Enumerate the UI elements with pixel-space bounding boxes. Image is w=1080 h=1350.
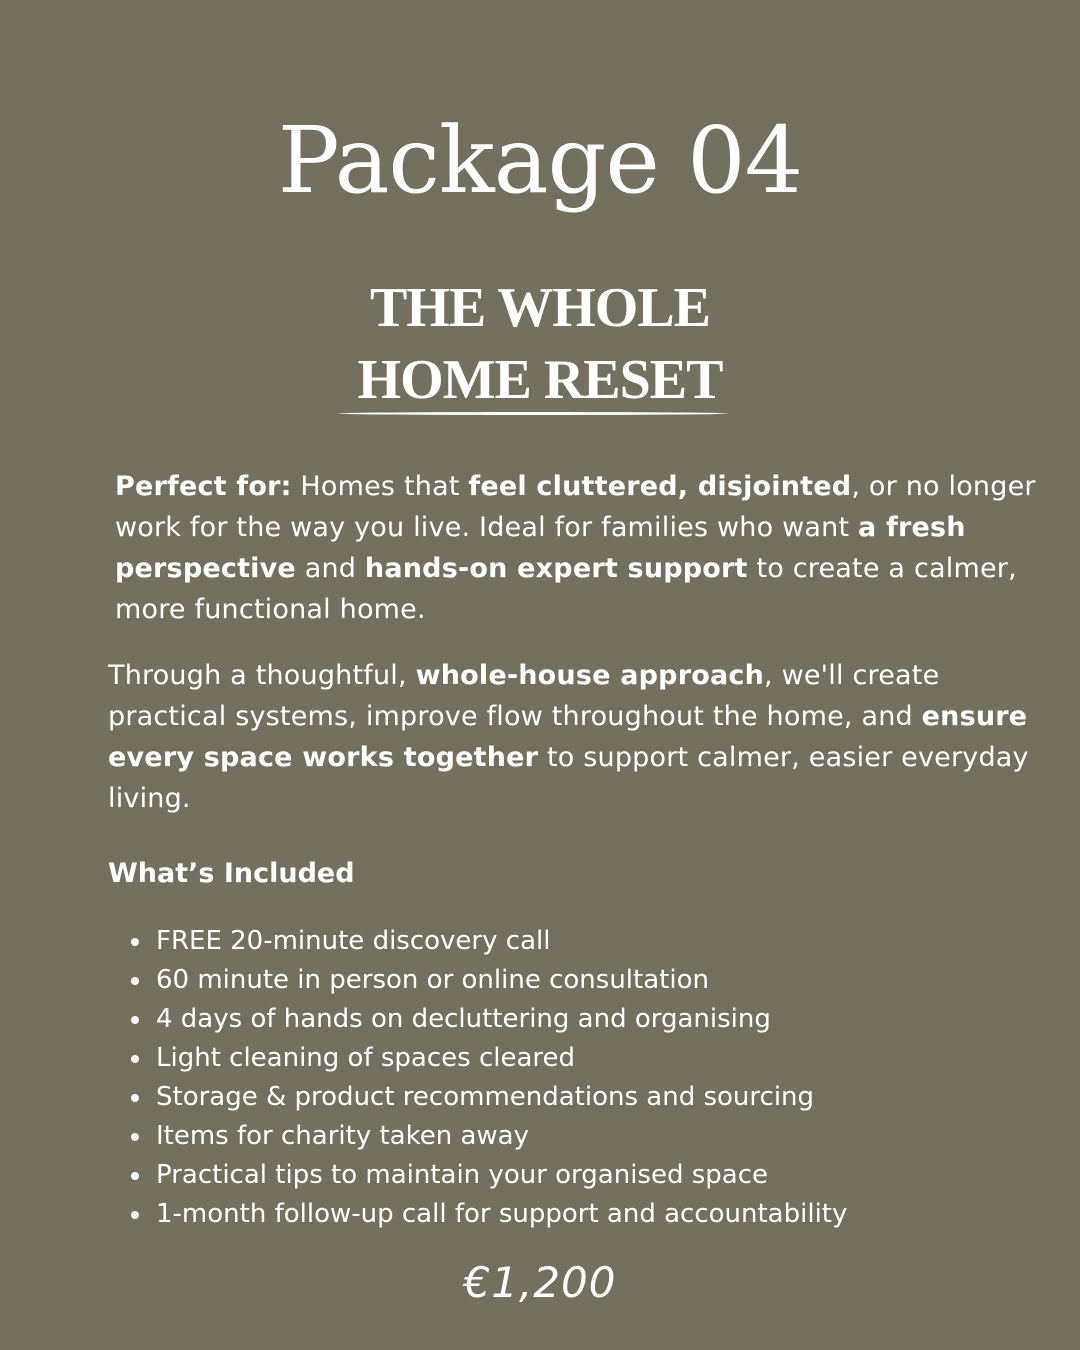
approach-bold-1: whole-house approach	[415, 660, 765, 691]
intro-text-3: and	[295, 553, 365, 584]
approach-bold-2: ensure every space works together	[108, 701, 1028, 773]
package-name-line-2: HOME RESET	[357, 349, 723, 411]
list-item: Light cleaning of spaces cleared	[128, 1039, 1028, 1078]
list-item: Practical tips to maintain your organised space	[128, 1156, 1028, 1195]
approach-paragraph	[108, 655, 1058, 819]
price: €1,200	[463, 1258, 617, 1307]
package-name	[0, 272, 1080, 416]
perfect-for-paragraph	[115, 466, 1055, 630]
intro-bold-1: feel cluttered, disjointed	[468, 471, 852, 502]
title-divider	[338, 412, 728, 415]
list-item: 4 days of hands on decluttering and organising	[128, 1000, 1028, 1039]
list-item: FREE 20-minute discovery call	[128, 922, 1028, 961]
list-item: 1-month follow-up call for support and accountability	[128, 1195, 1028, 1234]
intro-text-2: , or no longer work for the way you live. Ideal for families who want	[115, 471, 1036, 543]
intro-text-4: to create a calmer, more functional home.	[115, 553, 1017, 625]
intro-bold-2: a fresh perspective	[115, 512, 966, 584]
perfect-for-label: Perfect for:	[115, 471, 292, 502]
page-title: Package 04	[277, 107, 803, 214]
intro-bold-3: hands-on expert support	[364, 553, 748, 584]
list-item: 60 minute in person or online consultation	[128, 961, 1028, 1000]
intro-text-1: Homes that	[291, 471, 469, 502]
list-item: Items for charity taken away	[128, 1117, 1028, 1156]
included-list	[128, 922, 1028, 1234]
approach-text-2: , we'll create practical systems, improve flow throughout the home, and	[108, 660, 940, 732]
approach-text-3: to support calmer, easier everyday living.	[108, 742, 1029, 814]
approach-text-1: Through a thoughtful,	[108, 660, 416, 691]
list-item: Storage & product recommendations and sourcing	[128, 1078, 1028, 1117]
package-name-line-1: THE WHOLE	[369, 277, 711, 339]
included-heading: What’s Included	[108, 858, 355, 889]
